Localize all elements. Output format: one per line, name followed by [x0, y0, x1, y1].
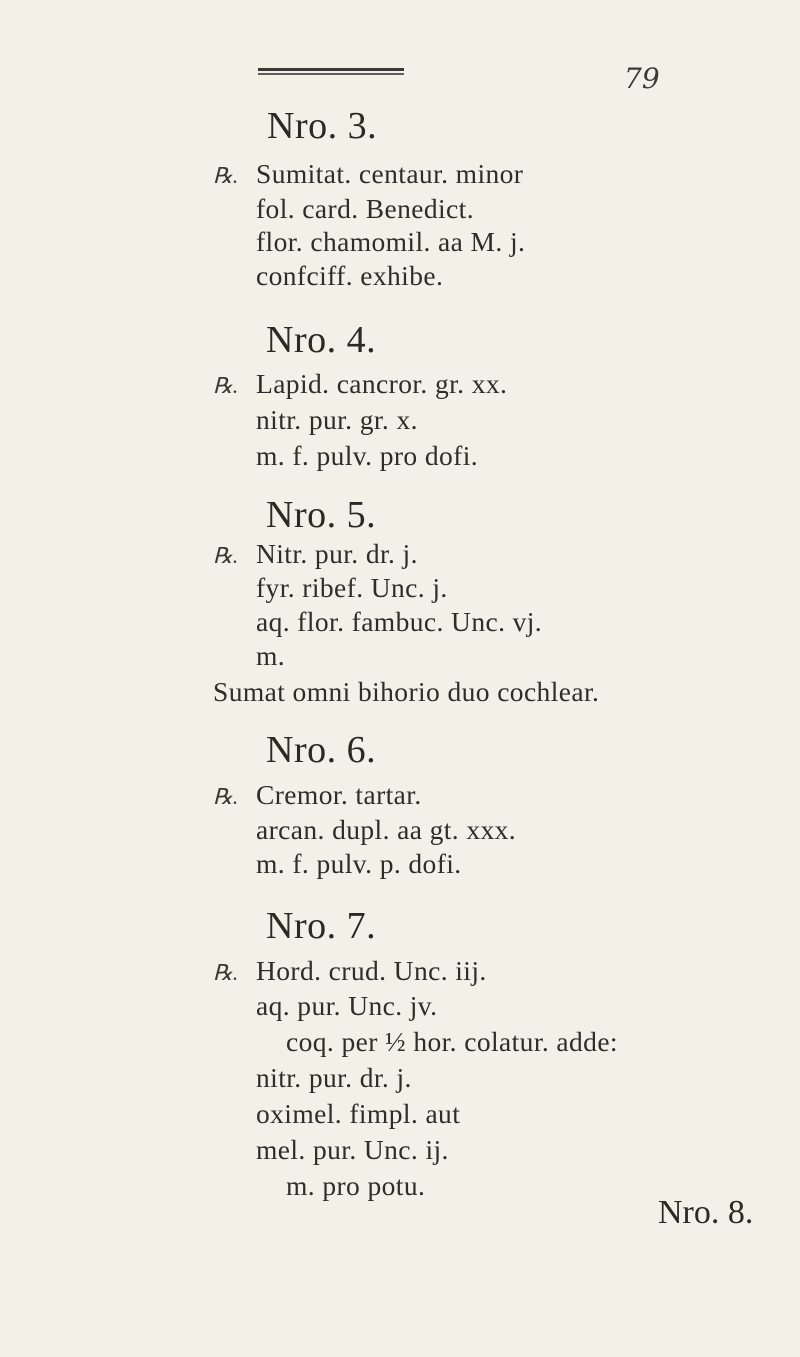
rule-line-bottom — [258, 73, 404, 75]
recipe-line: aq. pur. Unc. jv. — [256, 990, 438, 1021]
recipe-line: fol. card. Benedict. — [256, 193, 474, 224]
recipe-line: nitr. pur. gr. x. — [256, 404, 418, 435]
recipe-line: Hord. crud. Unc. iij. — [256, 955, 487, 986]
recipe-symbol-7: ℞. — [213, 960, 239, 985]
recipe-line: Lapid. cancror. gr. xx. — [256, 368, 508, 399]
recipe-line: Nitr. pur. dr. j. — [256, 538, 418, 569]
recipe-line: confciff. exhibe. — [256, 260, 444, 291]
recipe-line: m. pro potu. — [286, 1170, 426, 1201]
section-heading-4: Nro. 4. — [266, 319, 377, 361]
recipe-line: Sumitat. centaur. minor — [256, 158, 524, 189]
recipe-line: nitr. pur. dr. j. — [256, 1062, 412, 1093]
section-heading-6: Nro. 6. — [266, 729, 377, 771]
section-heading-7: Nro. 7. — [266, 905, 377, 947]
recipe-line: m. — [256, 640, 286, 671]
recipe-line: m. f. pulv. pro dofi. — [256, 440, 479, 471]
recipe-line: Cremor. tartar. — [256, 779, 422, 810]
recipe-symbol-3: ℞. — [213, 163, 239, 188]
recipe-line: oximel. fimpl. aut — [256, 1098, 461, 1129]
recipe-line: arcan. dupl. aa gt. xxx. — [256, 814, 517, 845]
recipe-line: coq. per ½ hor. colatur. adde: — [286, 1026, 618, 1057]
header-rule-ornament — [258, 66, 404, 78]
recipe-line: mel. pur. Unc. ij. — [256, 1134, 449, 1165]
recipe-line: m. f. pulv. p. dofi. — [256, 848, 462, 879]
page-number: 79 — [624, 62, 660, 95]
recipe-symbol-6: ℞. — [213, 784, 239, 809]
recipe-line: fyr. ribef. Unc. j. — [256, 572, 448, 603]
recipe-instruction: Sumat omni bihorio duo cochlear. — [213, 676, 600, 707]
recipe-line: aq. flor. fambuc. Unc. vj. — [256, 606, 543, 637]
recipe-symbol-4: ℞. — [213, 373, 239, 398]
rule-line-top — [258, 68, 404, 71]
recipe-symbol-5: ℞. — [213, 543, 239, 568]
catchword: Nro. 8. — [658, 1194, 754, 1231]
section-heading-5: Nro. 5. — [266, 494, 377, 536]
recipe-line: flor. chamomil. aa M. j. — [256, 226, 526, 257]
section-heading-3: Nro. 3. — [267, 105, 378, 147]
